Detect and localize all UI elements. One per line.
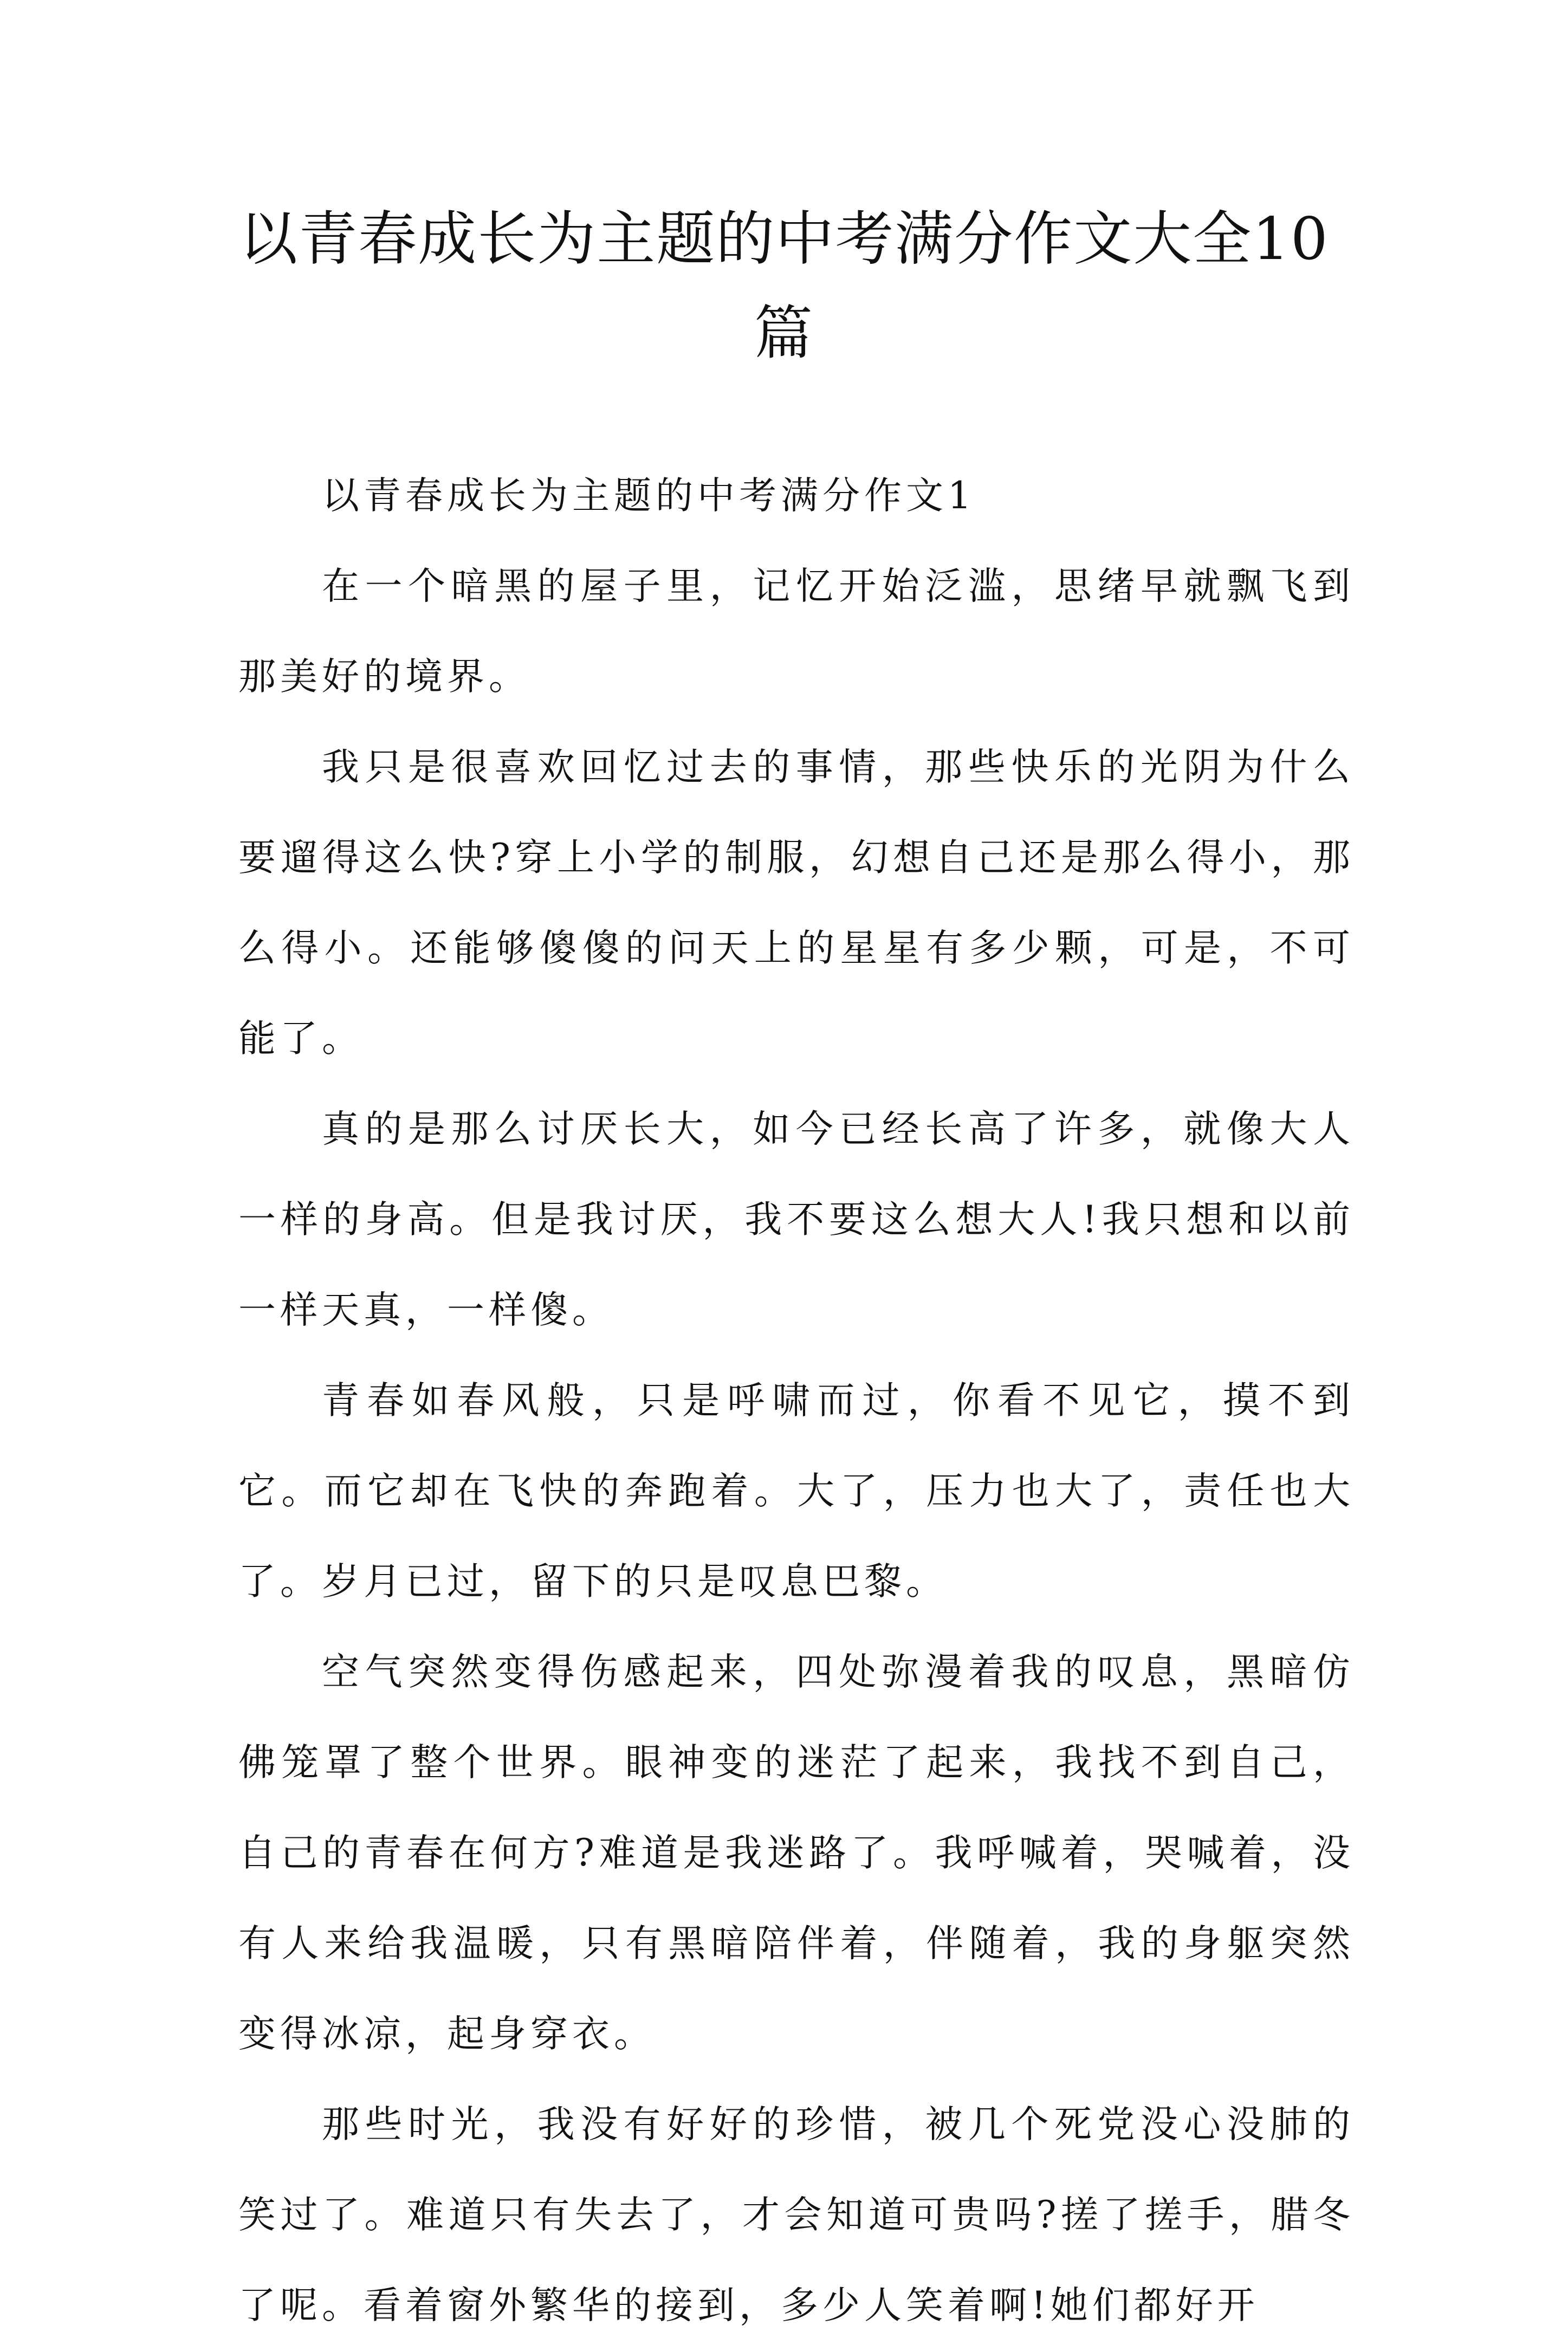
document-body [238,451,1355,2351]
paragraph: 真的是那么讨厌长大，如今已经长高了许多，就像大人一样的身高。但是我讨厌，我不要这么想大人!我只想和以前一样天真，一样傻。 [238,1108,1355,1332]
paragraph: 在一个暗黑的屋子里，记忆开始泛滥，思绪早就飘飞到那美好的境界。 [238,565,1355,698]
document-title: 以青春成长为主题的中考满分作文大全10篇 [239,205,1329,367]
section-heading: 以青春成长为主题的中考满分作文1 [322,474,976,517]
paragraph: 空气突然变得伤感起来，四处弥漫着我的叹息，黑暗仿佛笼罩了整个世界。眼神变的迷茫了起来，我找不到自己，自己的青春在何方?难道是我迷路了。我呼喊着，哭喊着，没有人来给我温暖，只有黑暗陪伴着，伴随着，我的身躯突然变得冰凉，起身穿衣。 [238,1650,1355,2056]
paragraph: 那些时光，我没有好好的珍惜，被几个死党没心没肺的笑过了。难道只有失去了，才会知道可贵吗?搓了搓手，腊冬了呢。看着窗外繁华的接到，多少人笑着啊!她们都好开 [238,2103,1355,2327]
paragraph: 我只是很喜欢回忆过去的事情，那些快乐的光阴为什么要遛得这么快?穿上小学的制服，幻想自己还是那么得小，那么得小。还能够傻傻的问天上的星星有多少颗，可是，不可能了。 [238,746,1355,1060]
paragraph: 青春如春风般，只是呼啸而过，你看不见它，摸不到它。而它却在飞快的奔跑着。大了，压力也大了，责任也大了。岁月已过，留下的只是叹息巴黎。 [238,1379,1355,1603]
